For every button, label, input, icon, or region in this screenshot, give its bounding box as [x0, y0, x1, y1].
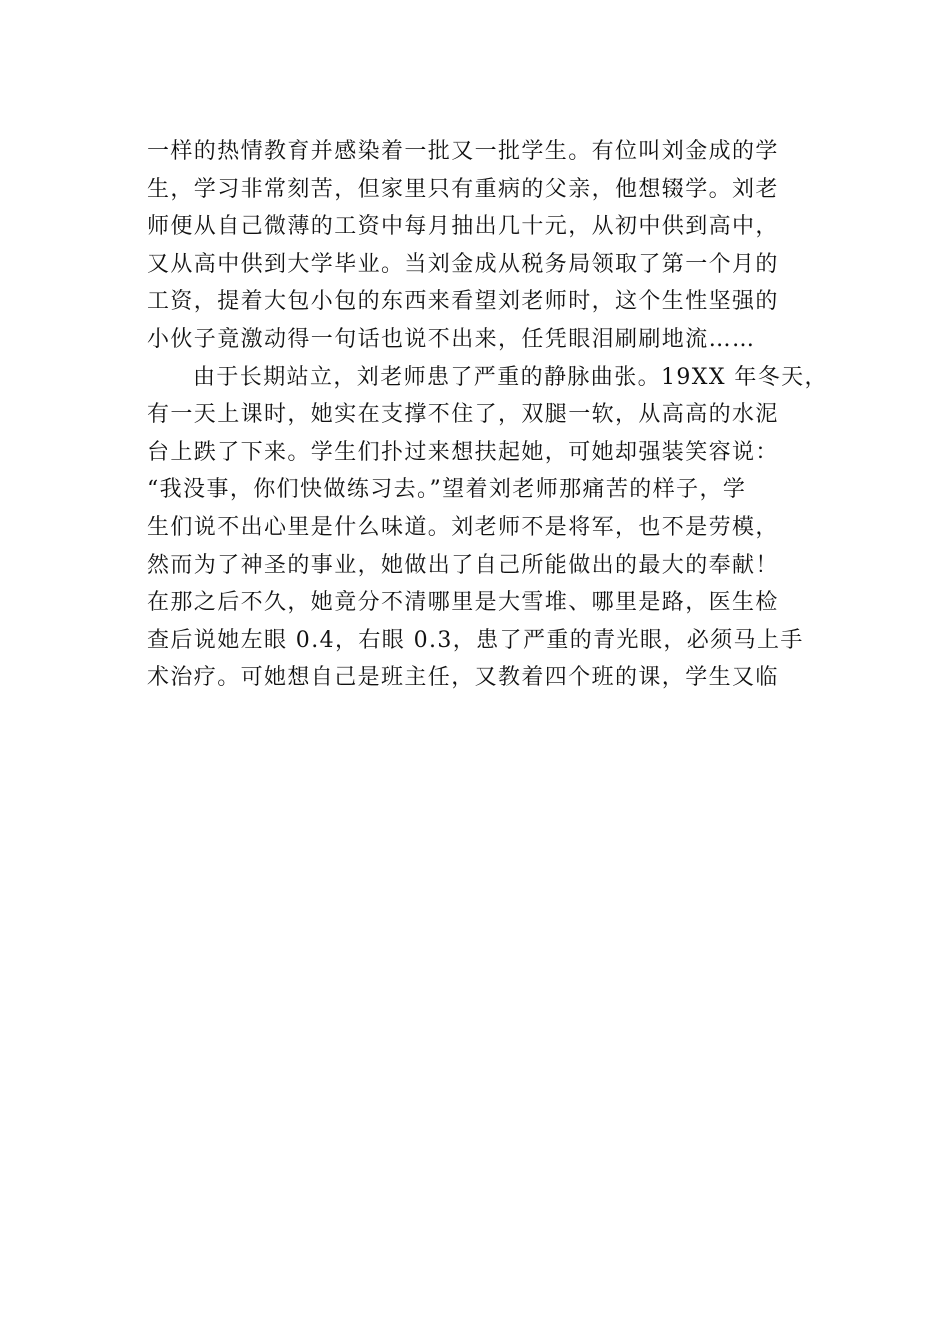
text-line: 工资，提着大包小包的东西来看望刘老师时，这个生性坚强的: [147, 289, 779, 315]
text-line: 又从高中供到大学毕业。当刘金成从税务局领取了第一个月的: [147, 251, 779, 277]
text-line: 术治疗。可她想自己是班主任，又教着四个班的课，学生又临: [147, 665, 779, 691]
text-line: 生们说不出心里是什么味道。刘老师不是将军，也不是劳模，: [147, 514, 779, 540]
body-text: [147, 133, 828, 697]
text-line: 台上跌了下来。学生们扑过来想扶起她，可她却强装笑容说：: [147, 439, 779, 465]
text-line: 小伙子竟激动得一句话也说不出来，任凭眼泪刷刷地流……: [147, 326, 756, 352]
text-line: 有一天上课时，她实在支撑不住了，双腿一软，从高高的水泥: [147, 402, 779, 428]
text-line: “我没事，你们快做练习去。”望着刘老师那痛苦的样子，学: [147, 477, 747, 503]
paragraph-start-line: 由于长期站立，刘老师患了严重的静脉曲张。19XX 年冬天，: [193, 364, 828, 390]
text-line: 师便从自己微薄的工资中每月抽出几十元，从初中供到高中，: [147, 214, 779, 240]
text-line: 然而为了神圣的事业，她做出了自己所能做出的最大的奉献！: [147, 552, 779, 578]
text-line: 在那之后不久，她竟分不清哪里是大雪堆、哪里是路，医生检: [147, 590, 779, 616]
text-line: 查后说她左眼 0.4，右眼 0.3，患了严重的青光眼，必须马上手: [147, 627, 804, 653]
text-line: 一样的热情教育并感染着一批又一批学生。有位叫刘金成的学: [147, 139, 779, 164]
text-line: 生，学习非常刻苦，但家里只有重病的父亲，他想辍学。刘老: [147, 176, 779, 202]
